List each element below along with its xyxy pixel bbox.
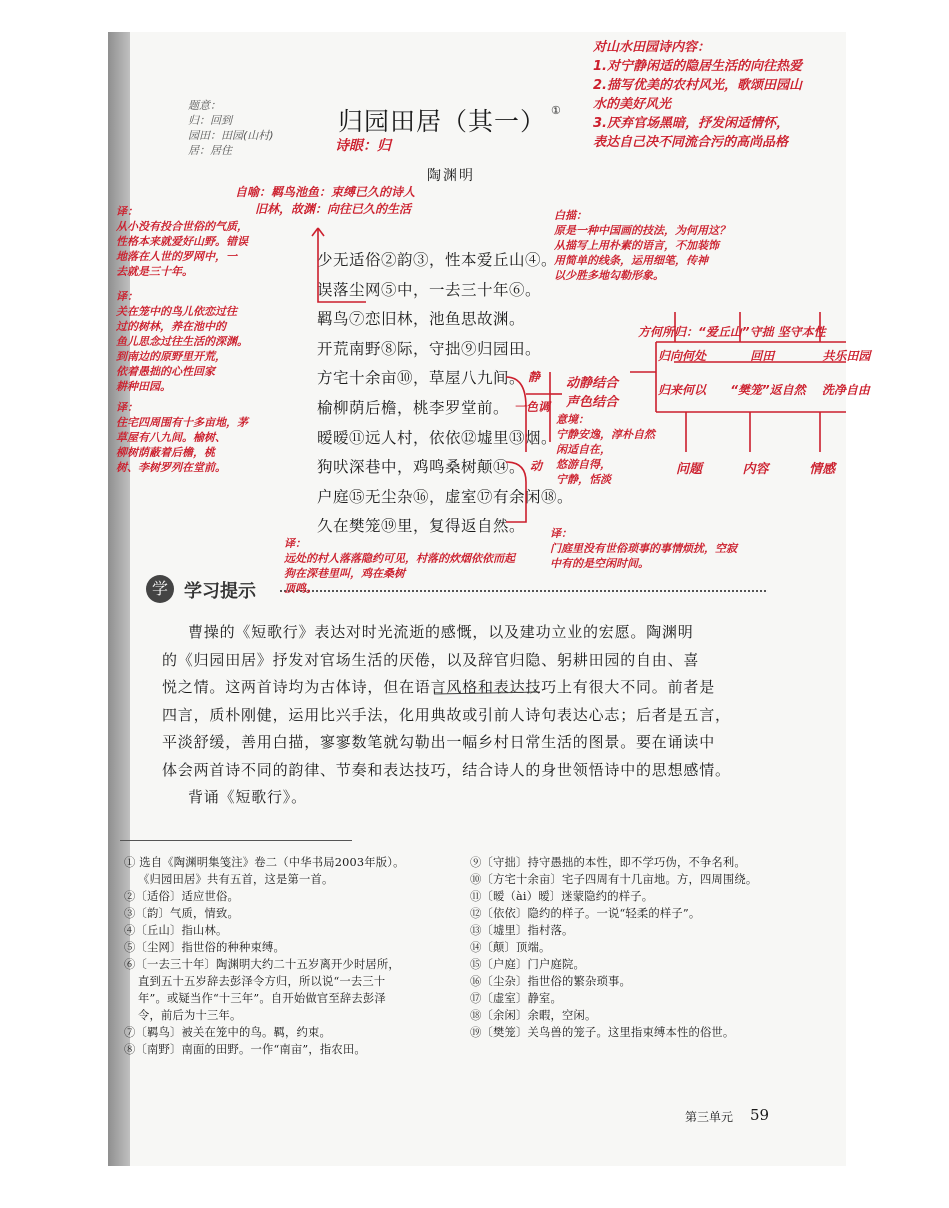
footnote: ⑱〔余闲〕余暇，空闲。	[470, 1009, 597, 1022]
footnote: ⑨〔守拙〕持守愚拙的本性，即不学巧伪，不争名利。	[470, 856, 746, 869]
footnotes-left	[124, 854, 405, 1058]
tips-icon: 学	[146, 575, 174, 603]
footnote: 年”。或疑当作“十三年”。自开始做官至辞去彭泽	[138, 992, 386, 1005]
footnote: ②〔适俗〕适应世俗。	[124, 890, 239, 903]
tips-paragraph	[162, 619, 742, 812]
poem-line: 久在樊笼⑲里，复得返自然。	[317, 517, 526, 536]
footnote: ① 选自《陶渊明集笺注》卷二（中华书局2003年版）。	[124, 856, 405, 869]
footnote: ⑲〔樊笼〕关鸟兽的笼子。这里指束缚本性的俗世。	[470, 1026, 735, 1039]
annotation-theme-top: 方何所归：“爱丘山”守拙 坚守本性	[638, 325, 826, 339]
annotation-theme-row3: 归来何以 “樊笼”返自然 洗净自由	[658, 383, 870, 397]
footnote: 《归园田居》共有五首，这是第一首。	[138, 873, 334, 886]
annotation-bottom-mid: 译： 远处的村人落落隐约可见，村落的炊烟依依而起 狗在深巷里叫，鸡在桑树 顶鸣。	[284, 537, 515, 595]
footnote: 直到五十五岁辞去彭泽令方归，所以说“一去三十	[138, 975, 386, 988]
footnotes-right	[470, 854, 757, 1041]
unit-label: 第三单元	[685, 1110, 734, 1124]
poem-line: 羁鸟⑦恋旧林，池鱼思故渊。	[317, 310, 526, 329]
annotation-poem-eye: 诗眼：归	[335, 138, 391, 154]
poem-line: 开荒南野⑧际，守拙⑨归园田。	[317, 339, 542, 358]
footnote: ③〔韵〕气质，情致。	[124, 907, 239, 920]
poem-line: 户庭⑮无尘杂⑯，虚室⑰有余闲⑱。	[317, 487, 574, 506]
poem-author: 陶渊明	[427, 168, 475, 184]
tips-line: 曹操的《短歌行》表达对时光流逝的感慨，以及建功立业的宏愿。陶渊明	[188, 623, 694, 641]
poem-title: 归园田居（其一）	[338, 107, 547, 136]
footnote: ④〔丘山〕指山林。	[124, 924, 228, 937]
footnote: ⑫〔依依〕隐约的样子。一说“轻柔的样子”。	[470, 907, 701, 920]
annotation-jing: 静	[528, 370, 541, 384]
footnote: ⑧〔南野〕南面的田野。一作“南亩”，指农田。	[124, 1043, 366, 1056]
tips-heading: 学习提示	[184, 581, 256, 602]
annotation-yise: 一色调	[514, 400, 551, 414]
poem-line: 狗吠深巷中，鸡鸣桑树颠⑭。	[317, 458, 526, 477]
footnote: ⑭〔颠〕顶端。	[470, 941, 551, 954]
page-number: 59	[750, 1106, 770, 1124]
footnote-divider	[120, 840, 352, 841]
annotation-title-meaning: 题意： 归：回到 园田：田园(山村) 居：居住	[188, 99, 274, 157]
annotation-metaphor: 自喻：羁鸟池鱼：束缚已久的诗人 旧林，故渊：向往已久的生活	[235, 185, 416, 216]
annotation-theme-row2: 归向何处 回田 共乐田园	[658, 349, 871, 363]
title-note-marker: ①	[551, 104, 561, 117]
footnote: ⑪〔暧（ài）暧〕迷蒙隐约的样子。	[470, 890, 654, 903]
poem-line: 榆柳荫后檐，桃李罗堂前。	[317, 398, 510, 417]
poem-line: 暧暧⑪远人村，依依⑫墟里⑬烟。	[317, 428, 558, 447]
annotation-bottom-right: 译： 门庭里没有世俗琐事的事情烦扰，空寂 中有的是空闲时间。	[550, 527, 737, 570]
footnote: ⑩〔方宅十余亩〕宅子四周有十几亩地。方，四周围绕。	[470, 873, 758, 886]
footnote: ⑥〔一去三十年〕陶渊明大约二十五岁离开少时居所，	[124, 958, 400, 971]
annotation-yijing: 意境： 宁静安逸，淳朴自然 闲适自在， 悠游自得， 宁静，恬淡	[556, 413, 655, 486]
annotation-dongjing: 动静结合 声色结合	[566, 376, 619, 410]
footnote: 令，前后为十三年。	[138, 1009, 242, 1022]
footnote: ⑯〔尘杂〕指世俗的繁杂琐事。	[470, 975, 631, 988]
footnote: ⑤〔尘网〕指世俗的种种束缚。	[124, 941, 285, 954]
tips-line: 的《归园田居》抒发对官场生活的厌倦，以及辞官归隐、躬耕田园的自由、喜	[162, 650, 700, 669]
poem-line: 少无适俗②韵③，性本爱丘山④。	[317, 251, 558, 269]
annotation-branches: 问题 内容 情感	[676, 462, 836, 477]
footnote: ⑰〔虚室〕静室。	[470, 992, 562, 1005]
poem-line: 方宅十余亩⑩，草屋八九间。	[317, 369, 526, 388]
tips-line: 悦之情。这两首诗均为古体诗，但在语言风格和表达技巧上有很大不同。前者是	[162, 678, 716, 696]
annotation-baimiao: 白描： 原是一种中国画的技法，为何用这？ 从描写上用朴素的语言，不加装饰 用简单的线条，运用细笔，传神 以少胜多地勾勒形象。	[554, 209, 730, 282]
annotation-top-right: 对山水田园诗内容： 1.对宁静闲适的隐居生活的向往热爱 2.描写优美的农村风光，歌颂田园山 水的美好风光 3.厌弃官场黑暗，抒发闲适情怀， 表达自己决不同流合污的高尚品格	[593, 40, 802, 150]
poem-line: 误落尘网⑤中，一去三十年⑥。	[317, 280, 542, 299]
tips-line: 四言，质朴刚健，运用比兴手法，化用典故或引前人诗句表达心志；后者是五言，	[162, 705, 731, 724]
annotation-left-margin: 译： 从小没有投合世俗的气质， 性格本来就爱好山野。错误 地落在人世的罗网中，一 去就是三十年。 译： 关在笼中的鸟儿依恋过往 过的树林，养在池中的 鱼儿思念过往生活的深渊。 到南边的原野里开荒， 依着愚拙的心性回家 耕种田园。 译： 住宅四周围有十多亩地，茅 草屋有八九间。榆树、 柳树荫蔽着后檐，桃 树、李树罗列在堂前。	[116, 205, 248, 474]
footnote: ⑬〔墟里〕指村落。	[470, 924, 574, 937]
footnote: ⑦〔羁鸟〕被关在笼中的鸟。羁，约束。	[124, 1026, 331, 1039]
tips-line: 体会两首诗不同的韵律、节奏和表达技巧，结合诗人的身世领悟诗中的思想感情。	[162, 760, 731, 779]
annotation-dong: 动	[530, 459, 543, 473]
footnote: ⑮〔户庭〕门户庭院。	[470, 958, 585, 971]
textbook-page	[116, 32, 871, 1166]
tips-line: 平淡舒缓，善用白描，寥寥数笔就勾勒出一幅乡村日常生活的图景。要在诵读中	[162, 733, 716, 751]
tips-recite: 背诵《短歌行》。	[188, 788, 307, 806]
